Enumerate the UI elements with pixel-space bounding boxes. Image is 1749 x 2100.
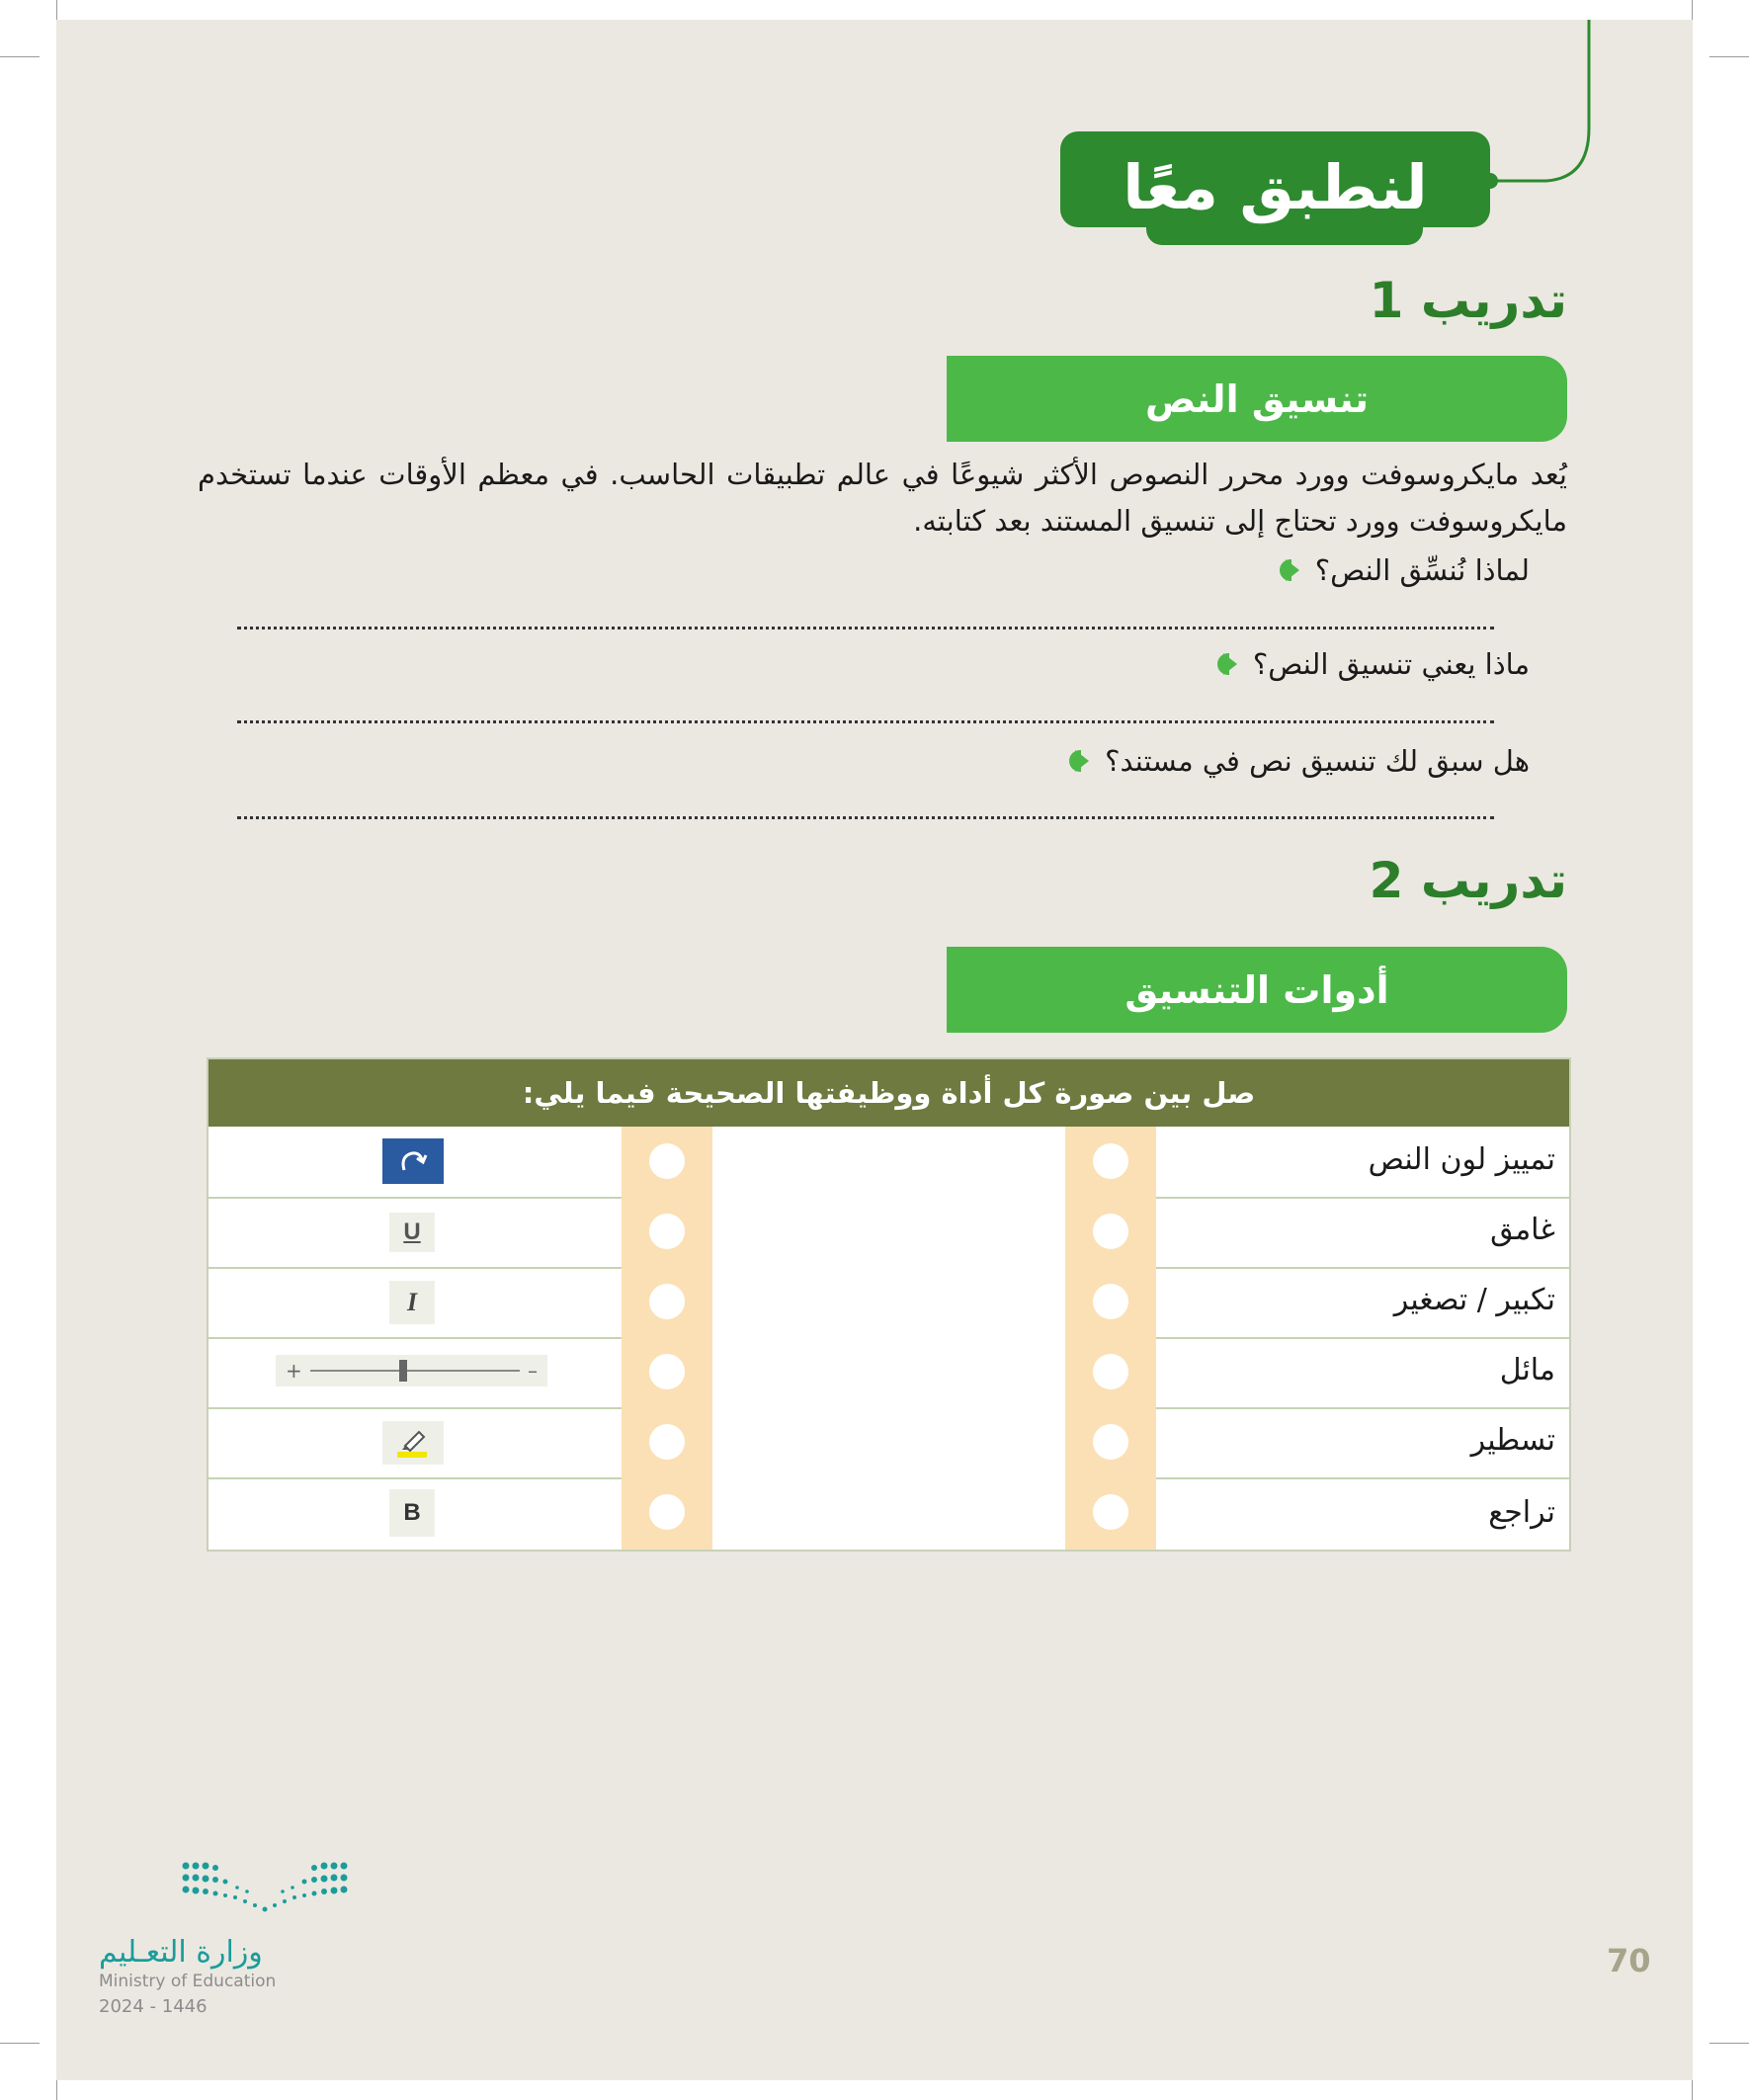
table-header-text: صل بين صورة كل أداة ووظيفتها الصحيحة فيما يلي: [522,1076,1256,1110]
function-label: تمييز لون النص [1368,1142,1555,1177]
matching-table [207,1057,1571,1552]
bold-icon [389,1489,435,1537]
table-row [208,1337,1569,1407]
page-title [1060,131,1490,227]
training2-heading: تدريب 2 [1369,852,1567,909]
zoom-slider-icon [276,1355,547,1386]
zoom-track [310,1370,520,1372]
answer-line[interactable] [237,627,1494,630]
training1-banner-text: تنسيق النص [1144,377,1370,421]
question-item [1075,744,1530,778]
question-item [1223,647,1530,681]
italic-icon [389,1281,435,1324]
ministry-year: 2024 - 1446 [99,1996,208,2017]
zoom-plus-label: + [286,1359,302,1383]
question-item [1286,553,1530,587]
bullet-icon [1075,750,1089,772]
bullet-icon [1223,653,1237,675]
decorative-curve [1472,20,1611,198]
answer-line[interactable] [237,816,1494,819]
match-dot-left[interactable] [649,1354,685,1389]
redo-icon [382,1138,444,1184]
match-dot-left[interactable] [649,1424,685,1460]
match-dot-right[interactable] [1093,1214,1128,1249]
table-row [208,1477,1569,1548]
ministry-name-en: Ministry of Education [99,1972,277,1991]
match-dot-right[interactable] [1093,1354,1128,1389]
zoom-minus-label: – [528,1359,538,1383]
bold-glyph: B [403,1499,421,1526]
crop-mark [1709,56,1749,57]
match-dot-left[interactable] [649,1494,685,1530]
table-header [208,1059,1569,1127]
answer-line[interactable] [237,720,1494,723]
question-text: لماذا نُنسِّق النص؟ [1314,553,1530,587]
training1-heading: تدريب 1 [1369,272,1567,329]
table-row [208,1267,1569,1337]
match-dot-right[interactable] [1093,1494,1128,1530]
underline-icon [389,1213,435,1252]
crop-mark [0,56,40,57]
page-number: 70 [1607,1942,1651,1979]
underline-glyph: U [403,1218,421,1245]
training2-banner-text: أدوات التنسيق [1124,967,1389,1012]
crop-mark [0,2043,40,2044]
question-text: هل سبق لك تنسيق نص في مستند؟ [1105,744,1530,778]
table-row [208,1127,1569,1197]
intro-paragraph: يُعد مايكروسوفت وورد محرر النصوص الأكثر شيوعًا في عالم تطبيقات الحاسب. في معظم الأوقات عندما تستخدم مايكروسوفت وورد تحتاج إلى تنسيق المستند بعد كتابته. [198,458,1567,538]
crop-mark [1709,2043,1749,2044]
training2-banner [947,947,1567,1033]
page-title-text: لنطبق معًا [1123,151,1428,223]
question-text: ماذا يعني تنسيق النص؟ [1252,647,1530,681]
zoom-thumb [399,1360,407,1382]
highlighter-icon [382,1421,444,1465]
match-dot-left[interactable] [649,1214,685,1249]
ministry-name-ar: وزارة التعـليم [99,1935,263,1970]
training1-banner [947,356,1567,442]
match-dot-left[interactable] [649,1284,685,1319]
function-label: غامق [1490,1213,1555,1247]
table-row [208,1197,1569,1267]
match-dot-right[interactable] [1093,1424,1128,1460]
table-row [208,1407,1569,1477]
italic-glyph: I [406,1288,418,1316]
bullet-icon [1286,559,1299,581]
function-label: مائل [1499,1353,1555,1387]
function-label: تكبير / تصغير [1393,1283,1555,1317]
match-dot-right[interactable] [1093,1143,1128,1179]
match-dot-left[interactable] [649,1143,685,1179]
function-label: تراجع [1488,1495,1555,1530]
ministry-logo-icon [178,1860,352,1921]
match-dot-right[interactable] [1093,1284,1128,1319]
function-label: تسطير [1470,1423,1555,1458]
